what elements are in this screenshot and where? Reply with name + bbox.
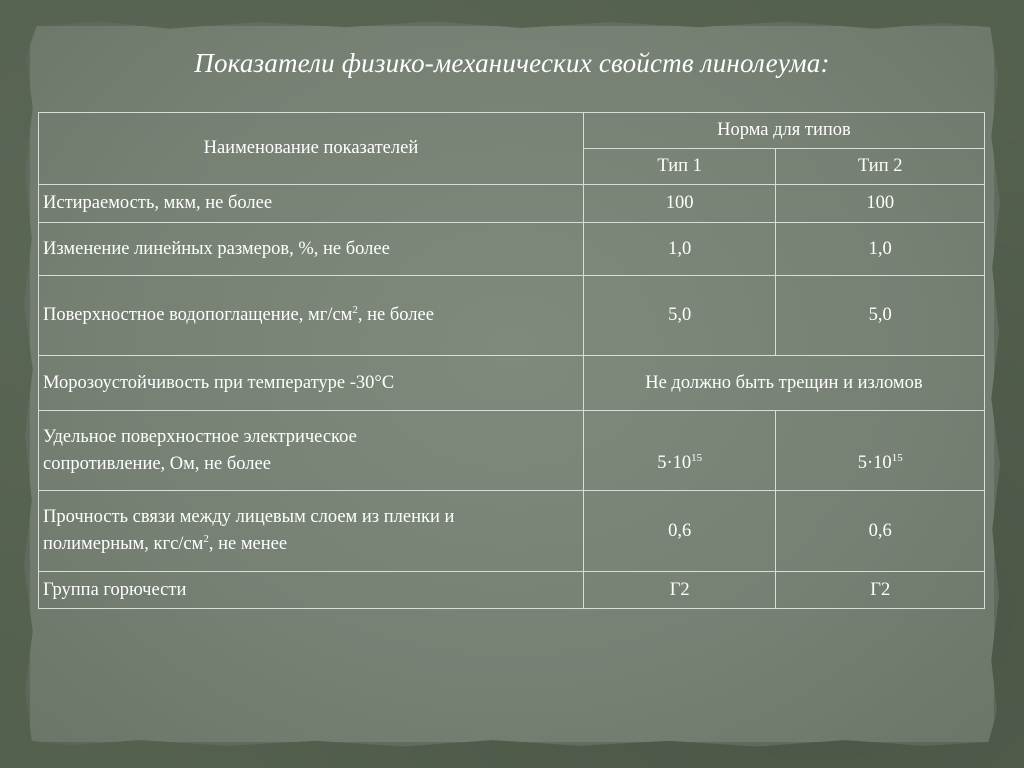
page-title: Показатели физико-механических свойств линолеума: <box>194 48 830 78</box>
row-name <box>39 411 584 491</box>
row-type2-value: 5,0 <box>776 276 985 356</box>
row-name: Истираемость, мкм, не более <box>39 185 584 223</box>
table-row <box>39 185 985 223</box>
row-name-line2-suffix: , не менее <box>208 534 288 554</box>
value-exponent: 15 <box>891 451 903 464</box>
value-base: 5·10 <box>657 453 692 474</box>
row-type1-value: 100 <box>583 185 776 223</box>
row-name-text-suffix: , не более <box>357 305 434 326</box>
row-type2-value: Г2 <box>776 572 985 609</box>
row-name <box>39 276 584 356</box>
row-name-line1: Удельное поверхностное электрическое <box>43 426 357 447</box>
row-type1-value: 5,0 <box>583 276 776 356</box>
table-row <box>39 276 985 356</box>
row-type2-value: 1,0 <box>776 223 985 276</box>
table-row <box>39 223 985 276</box>
table-row <box>39 411 985 491</box>
table-header-row <box>39 113 985 149</box>
row-type2-value: 100 <box>776 185 985 223</box>
row-name <box>39 491 584 572</box>
superscript: 2 <box>203 532 209 545</box>
header-type1: Тип 1 <box>583 149 776 185</box>
row-name-line2: сопротивление, Ом, не более <box>43 453 271 474</box>
row-name-line2: полимерным, кгс/см <box>43 534 204 554</box>
row-name: Изменение линейных размеров, %, не более <box>39 223 584 276</box>
row-type2-value <box>776 411 985 491</box>
row-name-text: Поверхностное водопоглащение, мг/см <box>43 305 353 326</box>
row-merged-value: Не должно быть трещин и изломов <box>583 356 984 411</box>
row-type2-value: 0,6 <box>776 491 985 572</box>
table-row <box>39 491 985 572</box>
header-name-column: Наименование показателей <box>39 113 584 185</box>
value-exponent: 15 <box>691 451 703 464</box>
value-base: 5·10 <box>857 453 892 474</box>
row-name: Группа горючести <box>39 572 584 609</box>
header-norm-group: Норма для типов <box>583 113 984 149</box>
row-name-line1: Прочность связи между лицевым слоем из пленки и <box>43 507 455 528</box>
row-type1-value: Г2 <box>583 572 776 609</box>
row-type1-value <box>583 411 776 491</box>
properties-table <box>38 112 985 609</box>
superscript: 2 <box>352 303 358 316</box>
header-type2: Тип 2 <box>776 149 985 185</box>
table-row <box>39 356 985 411</box>
row-type1-value: 0,6 <box>583 491 776 572</box>
row-name: Морозоустойчивость при температуре -30°С <box>39 356 584 411</box>
table-row <box>39 572 985 609</box>
row-type1-value: 1,0 <box>583 223 776 276</box>
